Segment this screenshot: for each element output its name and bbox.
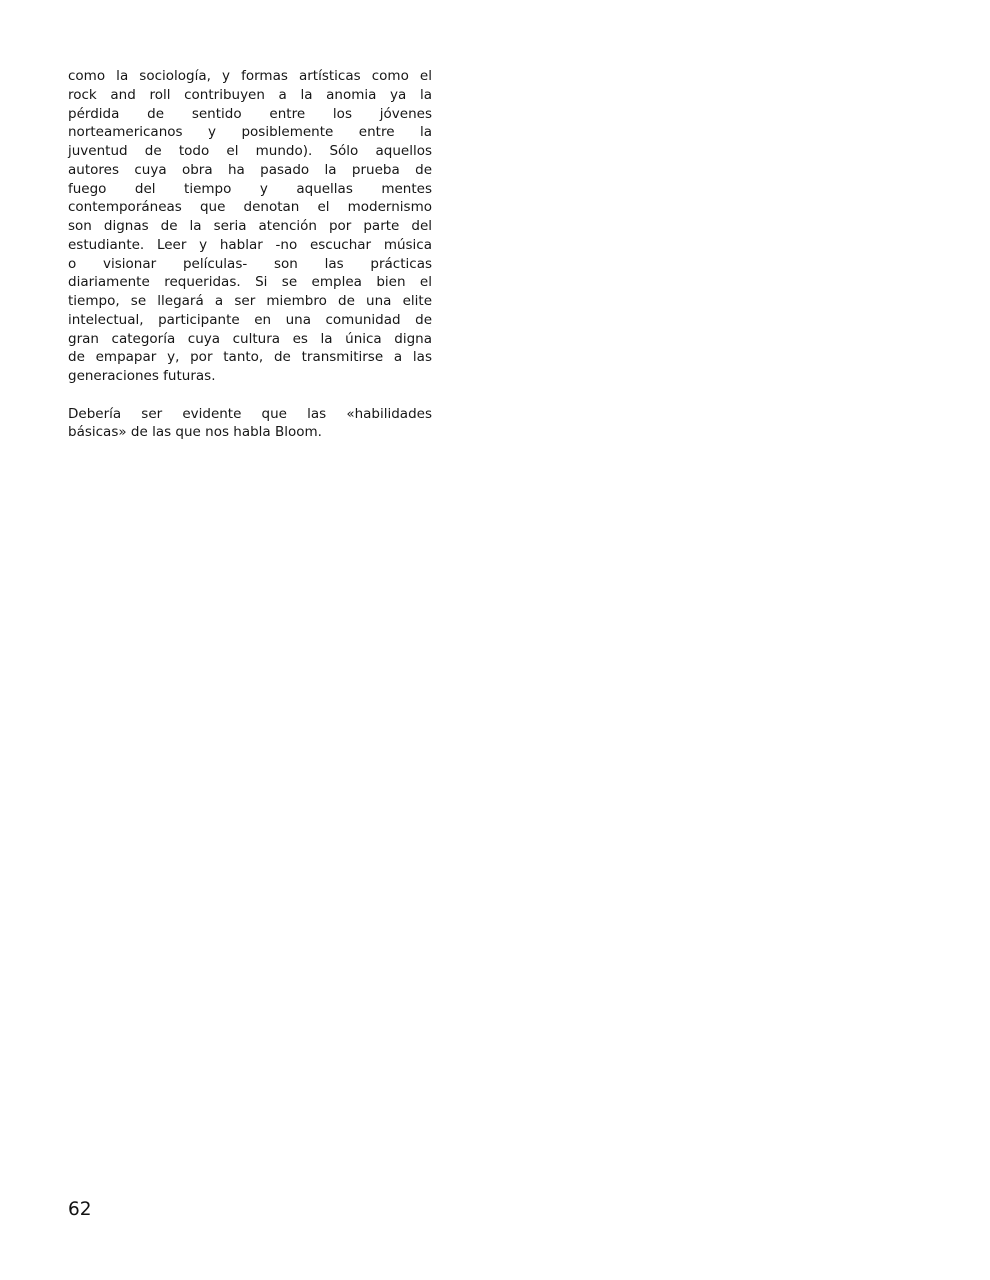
text-line: rock and roll contribuyen a la anomia ya la bbox=[68, 86, 432, 103]
text-line: o visionar películas- son las prácticas bbox=[68, 255, 432, 272]
text-column bbox=[68, 67, 432, 461]
paragraph bbox=[68, 405, 432, 443]
text-line: gran categoría cuya cultura es la única digna bbox=[68, 330, 432, 347]
text-line: autores cuya obra ha pasado la prueba de bbox=[68, 161, 432, 178]
text-line: como la sociología, y formas artísticas como el bbox=[68, 68, 432, 84]
paragraph bbox=[68, 67, 432, 386]
text-line: de empapar y, por tanto, de transmitirse a las bbox=[68, 349, 432, 366]
text-line: son dignas de la seria atención por parte del bbox=[68, 218, 432, 234]
text-line: tiempo, se llegará a ser miembro de una elite bbox=[68, 293, 432, 309]
text-line: norteamericanos y posiblemente entre la bbox=[68, 124, 432, 141]
text-line: pérdida de sentido entre los jóvenes bbox=[68, 105, 432, 122]
text-line: juventud de todo el mundo). Sólo aquellos bbox=[68, 143, 432, 159]
text-line: fuego del tiempo y aquellas mentes bbox=[68, 180, 432, 197]
text-line: generaciones futuras. bbox=[68, 368, 216, 384]
text-line: diariamente requeridas. Si se emplea bien el bbox=[68, 274, 432, 291]
text-line: básicas» de las que nos habla Bloom. bbox=[68, 424, 322, 441]
page-number: 62 bbox=[68, 1199, 92, 1220]
text-line: estudiante. Leer y hablar -no escuchar música bbox=[68, 236, 432, 253]
text-line: contemporáneas que denotan el modernismo bbox=[68, 199, 432, 216]
text-line: intelectual, participante en una comunidad de bbox=[68, 311, 432, 328]
text-line: Debería ser evidente que las «habilidades bbox=[68, 405, 432, 422]
